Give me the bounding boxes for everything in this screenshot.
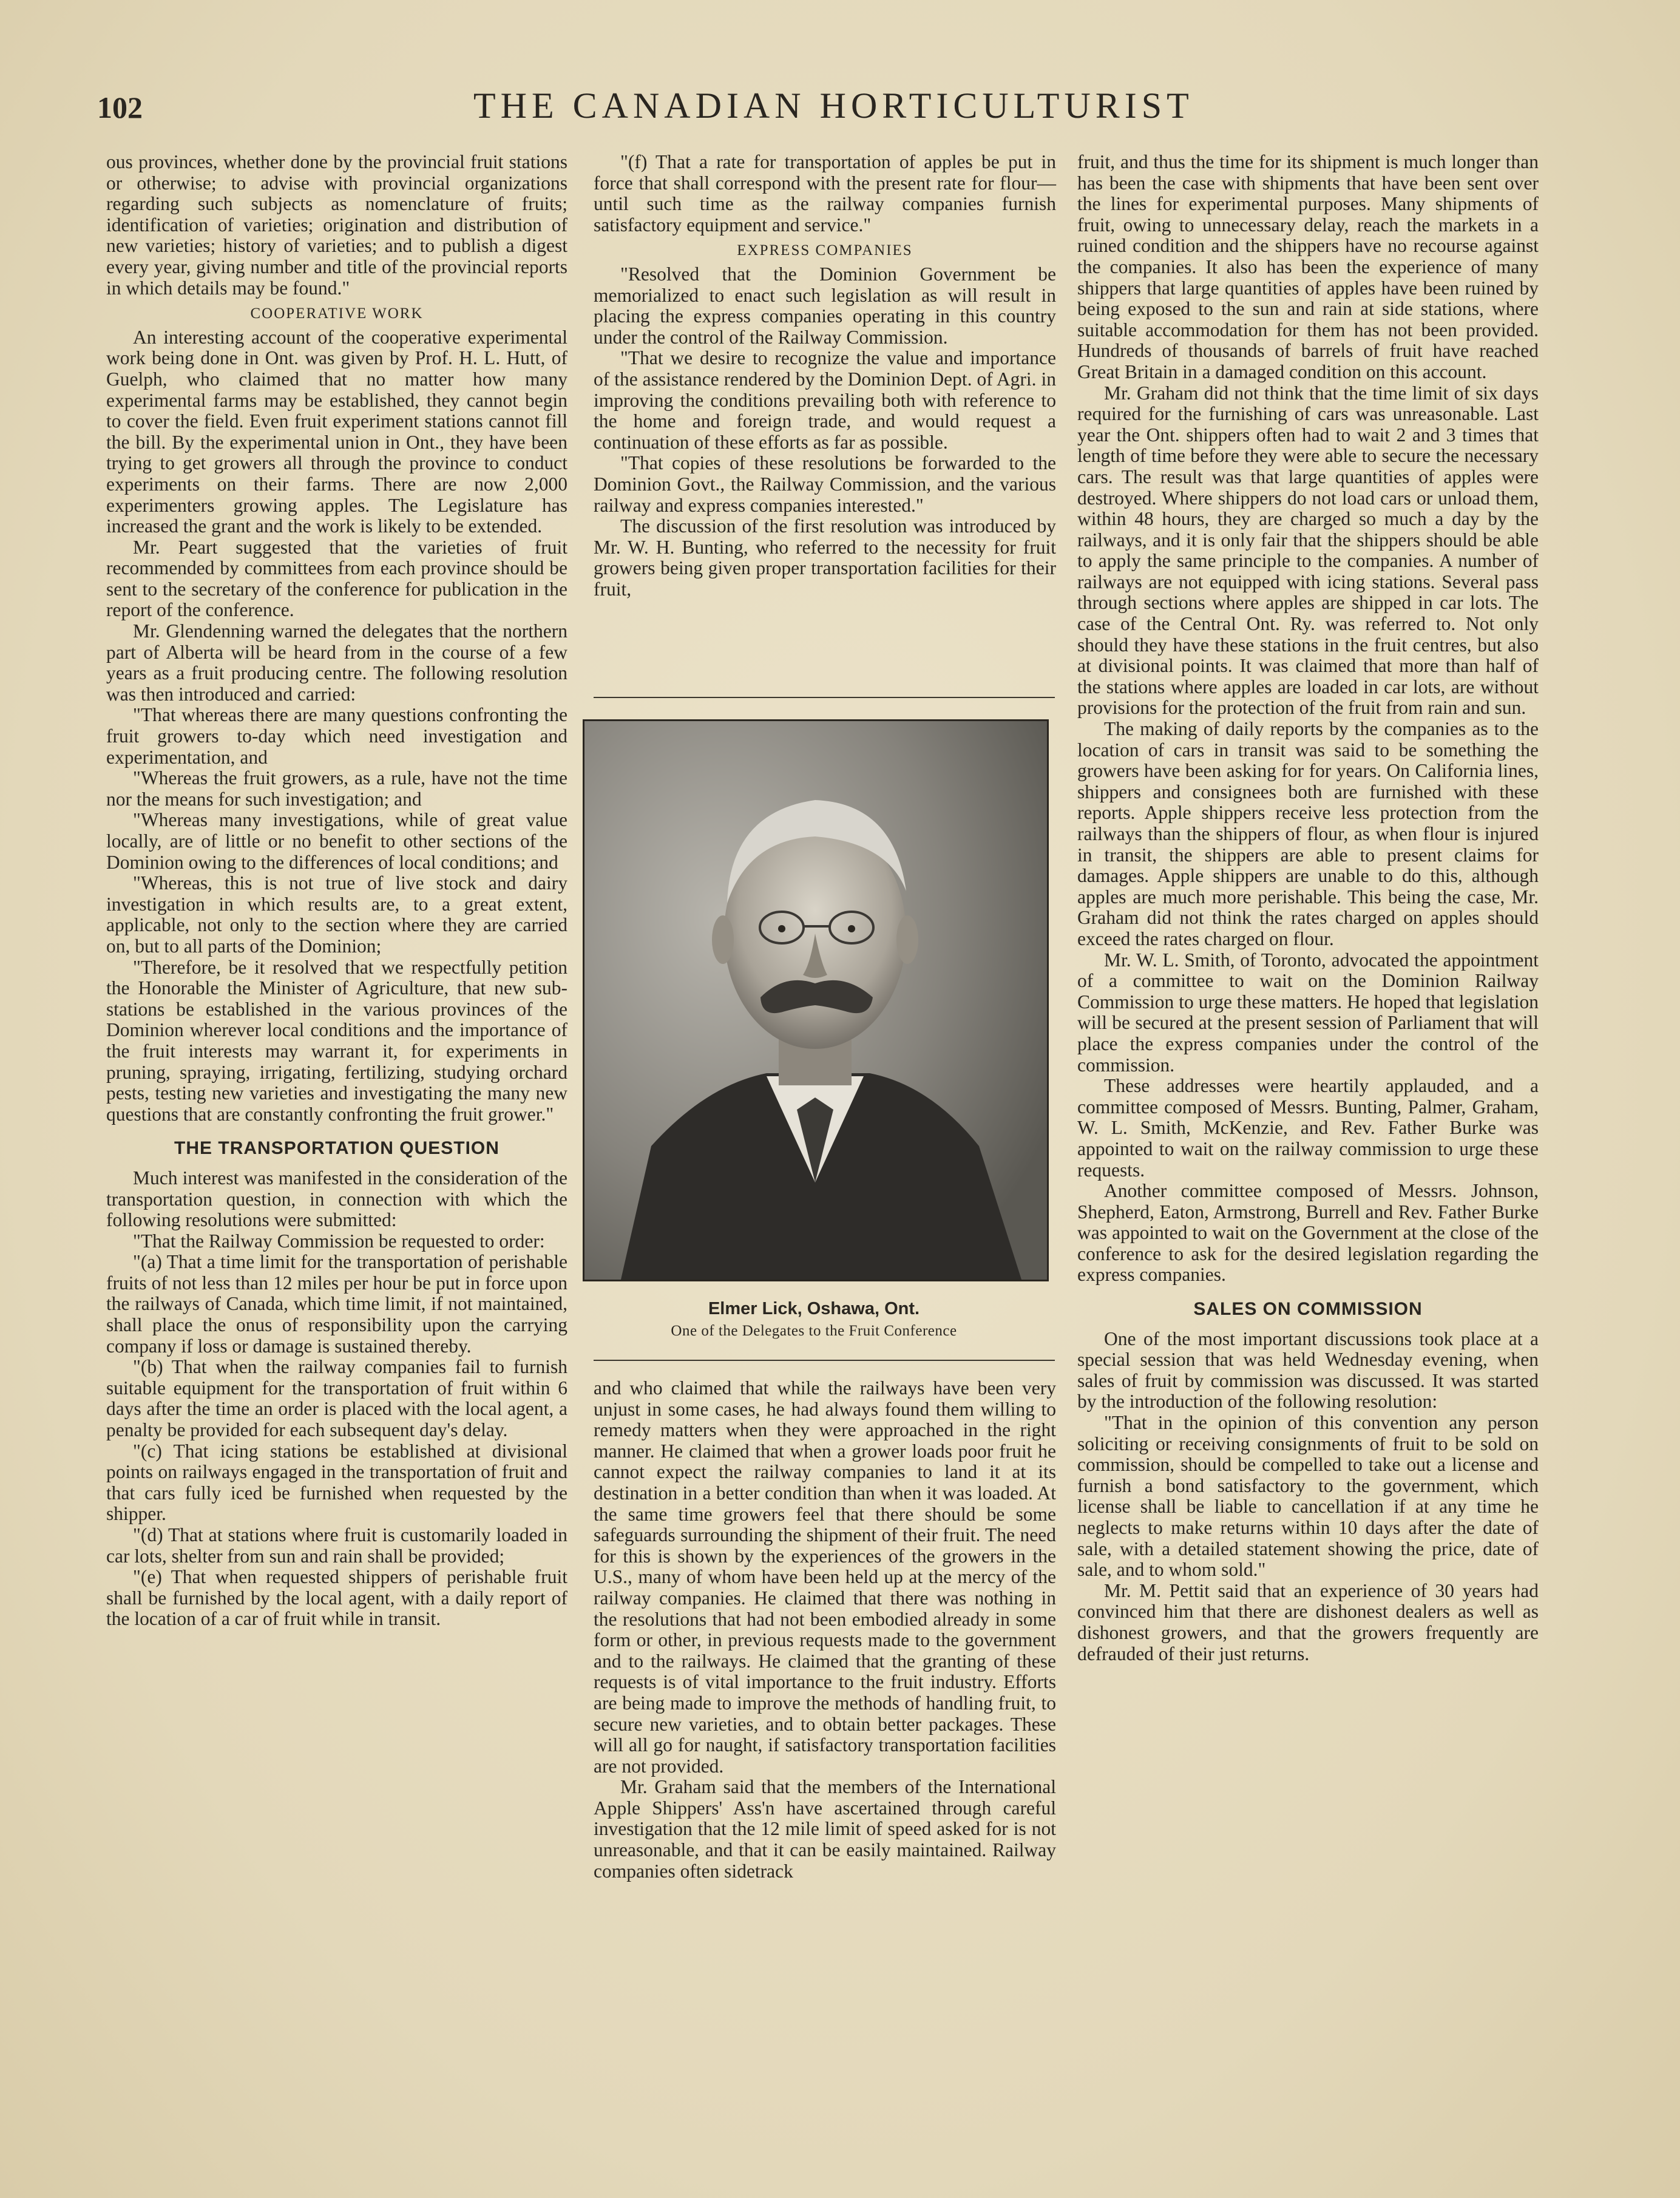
- page-header: [97, 85, 1566, 134]
- paragraph: "Therefore, be it resolved that we respectfully petition the Honorable the Minister of Agriculture, that new sub-stations be established in the various provinces of the Dominion wherever local conditions and the importance of the fruit interests may warrant it, for experiments in pruning, spraying, irrigating, fertilizing, studying orchard pests, testing new varieties and investigating the many new questions that are constantly confronting the fruit grower.": [106, 956, 567, 1125]
- paragraph: Mr. Peart suggested that the varieties of fruit recommended by committees from each province should be sent to the secretary of the conference for publication in the report of the conference.: [106, 536, 567, 621]
- paragraph: "(e) That when requested shippers of perishable fruit shall be furnished by the local agent, with a daily report of the location of a car of fruit while in transit.: [106, 1566, 567, 1630]
- divider: [594, 697, 1055, 698]
- portrait-photo: [583, 719, 1049, 1281]
- paragraph: "(c) That icing stations be established at divisional points on railways engaged in the transportation of fruit and that cars fully iced be furnished when requested by the shipper.: [106, 1440, 567, 1525]
- paragraph: "Resolved that the Dominion Government be memorialized to enact such legislation as will result in placing the express companies operating in this country under the control of the Railway Commission.: [594, 263, 1056, 348]
- paragraph: "(b) That when the railway companies fail to furnish suitable equipment for the transportation of fruit within 6 days after the time an order is placed with the local agent, a penalty be provided for each subsequent day's delay.: [106, 1356, 567, 1441]
- paragraph: "Whereas the fruit growers, as a rule, have not the time nor the means for such investigation; and: [106, 767, 567, 810]
- section-subheading: EXPRESS COMPANIES: [737, 242, 913, 259]
- paragraph: "Whereas many investigations, while of great value locally, are of little or no benefit to other sections of the Dominion owing to the differences of local conditions; and: [106, 809, 567, 873]
- paragraph: One of the most important discussions took place at a special session that was held Wednesday evening, when sales of fruit by commission was discussed. It was started by the introduction of the following resolution:: [1077, 1328, 1539, 1413]
- caption-subtitle: One of the Delegates to the Fruit Conference: [671, 1323, 957, 1339]
- paragraph: Mr. M. Pettit said that an experience of 30 years had convinced him that there are dishonest dealers as well as dishonest growers, and that the growers frequently are defrauded of their just returns.: [1077, 1579, 1539, 1664]
- paragraph: Mr. Graham said that the members of the International Apple Shippers' Ass'n have ascertained through careful investigation that the 12 mile limit of speed asked for is not unreasonable, and that it can be easily maintained. Railway companies often sidetrack: [594, 1776, 1056, 1882]
- paragraph: An interesting account of the cooperative experimental work being done in Ont. was given by Prof. H. L. Hutt, of Guelph, who claimed that no matter how many experimental farms may be established, they cannot begin to cover the field. Even fruit experiment stations cannot fill the bill. By the experimental union in Ont., they have been trying to get growers all through the province to conduct experiments on their farms. There are now 2,000 experimenters growing apples. The Legislature has increased the grant and the work is likely to be extended.: [106, 326, 567, 537]
- paragraph: Mr. W. L. Smith, of Toronto, advocated the appointment of a committee to wait on the Dominion Railway Commission to urge these matters. He hoped that legislation will be secured at the present session of Parliament that will place the express companies under the control of the commission.: [1077, 949, 1539, 1076]
- paragraph: The discussion of the first resolution was introduced by Mr. W. H. Bunting, who referred to the necessity for fruit growers being given proper transportation facilities for their fruit,: [594, 515, 1056, 600]
- paragraph: "That we desire to recognize the value and importance of the assistance rendered by the Dominion Dept. of Agri. in improving the conditions prevailing both with reference to the home and foreign trade, and would request a continuation of these efforts as far as possible.: [594, 347, 1056, 453]
- section-heading: THE TRANSPORTATION QUESTION: [174, 1138, 500, 1159]
- paragraph: "That in the opinion of this convention any person soliciting or receiving consignments of fruit to be sold on commission, should be compelled to take out a license and furnish a bond satisfactory to the government, which license shall be liable to cancellation if at any time he neglects to make returns within 10 days after the date of sale, with a detailed statement showing the price, date of sale, and to whom sold.": [1077, 1412, 1539, 1581]
- column-left: [106, 152, 567, 1630]
- paragraph: "(d) That at stations where fruit is customarily loaded in car lots, shelter from sun and rain shall be provided;: [106, 1524, 567, 1567]
- column-right: [1077, 152, 1539, 1664]
- column-middle-top: [594, 152, 1056, 600]
- paragraph: Mr. Glendenning warned the delegates that the northern part of Alberta will be heard from in the course of a few years as a fruit producing centre. The following resolution was then introduced and carried:: [106, 620, 567, 705]
- paragraph: "(f) That a rate for transportation of apples be put in force that shall correspond with the present rate for flour—until such time as the railway companies furnish satisfactory equipment and service.": [594, 151, 1056, 236]
- paragraph: fruit, and thus the time for its shipment is much longer than has been the case with shipments that have been sent over the lines for experimental purposes. Many shipments of fruit, owing to unnecessary delay, reach the markets in a ruined condition and the shippers have no recourse against the companies. It also has been the experience of many shippers that large quantities of apples have been ruined by being exposed to the sun and rain at side stations, where suitable accommodation for them has not been provided. Hundreds of thousands of barrels of fruit have reached Great Britain in a damaged condition on this account.: [1077, 151, 1539, 382]
- paragraph: and who claimed that while the railways have been very unjust in some cases, he had always found them willing to remedy matters when they were approached in the right manner. He claimed that when a grower loads poor fruit he cannot expect the railway companies to land it at its destination in a better condition than when it was loaded. At the same time growers feel that there should be some safeguards surrounding the shipment of their fruit. The need for this is shown by the experiences of the growers in the U.S., many of whom have been held up at the mercy of the railway companies. He claimed that there was nothing in the resolutions that had not been embodied already in some form or other, in previous requests made to the government and to the railways. He claimed that the granting of these requests is of vital importance to the fruit industry. Efforts are being made to improve the methods of handling fruit, to secure new varieties, and to obtain better packages. These will all go for naught, if satisfactory transportation facilities are not provided.: [594, 1377, 1056, 1777]
- paragraph: These addresses were heartily applauded, and a committee composed of Messrs. Bunting, Palmer, Graham, W. L. Smith, McKenzie, and Rev. Father Burke was appointed to wait on the railway commission to urge these requests.: [1077, 1075, 1539, 1181]
- caption-name: Elmer Lick, Oshawa, Ont.: [708, 1299, 920, 1318]
- paragraph: "That whereas there are many questions confronting the fruit growers to-day which need investigation and experimentation, and: [106, 704, 567, 768]
- photo-caption: [583, 1299, 1045, 1340]
- paragraph: "(a) That a time limit for the transportation of perishable fruits of not less than 12 miles per hour be put in force upon the railways of Canada, which time limit, if not maintained, shall place the onus of responsibility upon the carrying company if loss or damage is sustained thereby.: [106, 1251, 567, 1357]
- section-subheading: COOPERATIVE WORK: [250, 305, 424, 322]
- column-middle-bottom: [594, 1378, 1056, 1882]
- paragraph: Mr. Graham did not think that the time limit of six days required for the furnishing of cars was unreasonable. Last year the Ont. shippers often had to wait 2 and 3 times that length of time before they were able to secure the necessary cars. The result was that large quantities of apples were destroyed. Where shippers do not load cars or unload them, within 48 hours, they are charged so much a day by the railways, and it is only fair that the shippers should be able to apply the same principle to the companies. A number of railways are not equipped with icing stations. Several pass through sections where apples are shipped in car lots. The case of the Central Ont. Ry. was referred to. Not only should they have these stations in the fruit centres, but also at divisional points. It was claimed that more than half of the stations where apples are loaded in car lots, are without provisions for the protection of the fruit from rain and sun.: [1077, 382, 1539, 719]
- paragraph: "That the Railway Commission be requested to order:: [133, 1230, 545, 1252]
- paragraph: The making of daily reports by the companies as to the location of cars in transit was said to be something the growers have been asking for for years. On California lines, shippers and consignees both are furnished with these reports. Apple shippers receive less protection from the railways than the shippers of flour, as when flour is injured in transit, the shippers are able to present claims for damages. Apple shippers are unable to do this, although apples are much more perishable. This being the case, Mr. Graham did not think the rates charged on apples should exceed the rates charged on flour.: [1077, 718, 1539, 949]
- paragraph: ous provinces, whether done by the provincial fruit stations or otherwise; to advise with provincial organizations regarding such subjects as nomenclature of fruits; identification of varieties; origination and distribution of new varieties; history of varieties; and to publish a digest every year, giving number and title of the provincial reports in which details may be found.": [106, 151, 567, 299]
- page-number: 102: [97, 90, 143, 124]
- paragraph: Much interest was manifested in the consideration of the transportation question, in connection with which the following resolutions were submitted:: [106, 1167, 567, 1231]
- journal-title: THE CANADIAN HORTICULTURIST: [473, 86, 1194, 126]
- paragraph: Another committee composed of Messrs. Johnson, Shepherd, Eaton, Armstrong, Burrell and Rev. Father Burke was appointed to wait on the Government at the close of the conference to ask for the desired legislation regarding the express companies.: [1077, 1180, 1539, 1286]
- portrait-illustration: [584, 721, 1047, 1280]
- paragraph: "That copies of these resolutions be forwarded to the Dominion Govt., the Railway Commission, and the various railway and express companies interested.": [594, 452, 1056, 516]
- section-heading: SALES ON COMMISSION: [1193, 1299, 1423, 1320]
- paragraph: "Whereas, this is not true of live stock and dairy investigation in which results are, to a great extent, applicable, not only to the section where they are carried on, but to all parts of the Dominion;: [106, 872, 567, 957]
- divider: [594, 1360, 1055, 1361]
